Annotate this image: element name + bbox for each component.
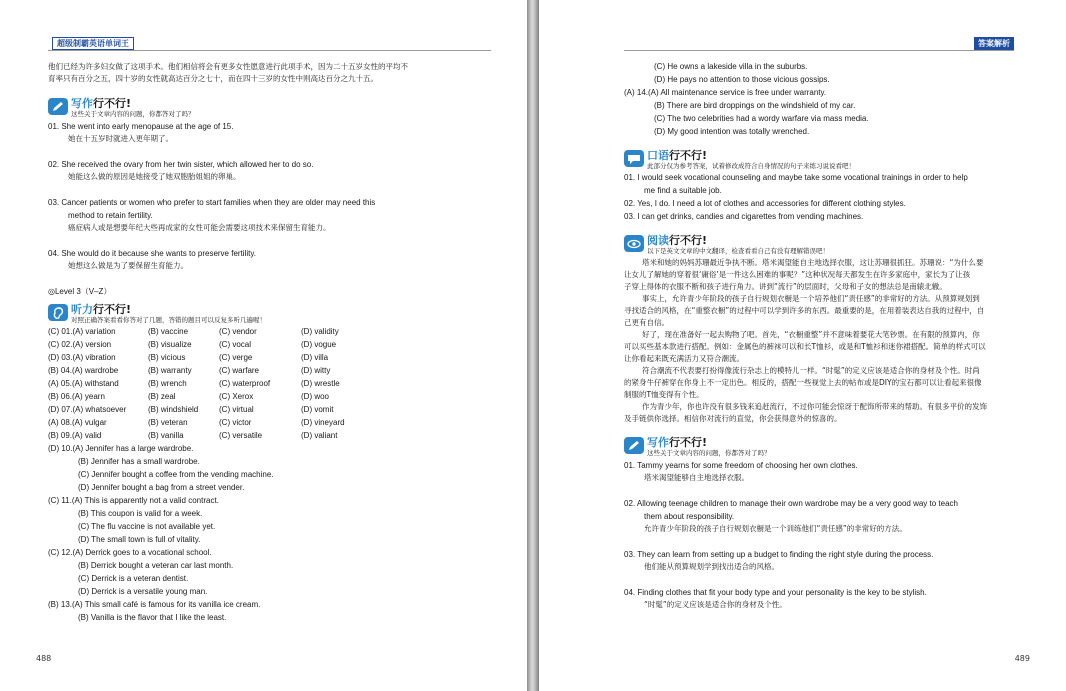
section-title: 行不行 [93,303,126,316]
vocab-cell: (D) woo [301,392,330,401]
reading-line: 己更有自信。 [624,318,669,327]
vocab-cell: (B) windshield [148,405,199,414]
vocab-cell: (D) vomit [301,405,334,414]
section-title-highlight: 写作 [647,436,669,449]
sentence-answer [48,546,488,598]
intro-line: 育率只有百分之五，四十岁的女性就高达百分之七十，而在四十三岁的女性中则高达百分之九十五。 [48,74,378,83]
section-title: 行不行 [669,234,702,247]
speaking-answer: 01. I would seek vocational counseling and maybe take some vocational trainings in order to help [624,173,968,182]
vocab-cell: (B) warranty [148,366,192,375]
answer-en: them about responsibility. [644,512,735,521]
right-content [624,60,1024,611]
answer-en: 04. She would do it because she wants to preserve fertility. [48,249,256,258]
sentence-option: (D) The small town is full of vitality. [78,535,201,544]
vocab-cell: (A) 08.(A) vulgar [48,418,107,427]
section-title-highlight: 写作 [71,97,93,110]
sentence-option: (D) My good intention was totally wrenched. [654,127,810,136]
vocab-cell: (C) 02.(A) version [48,340,112,349]
writing-item [48,158,488,183]
page-number: 488 [36,654,52,663]
vocab-cell: (C) virtual [219,405,254,414]
vocab-cell: (B) wrench [148,379,187,388]
speaking-answer: me find a suitable job. [644,186,722,195]
sentence-option: (C) Derrick is a veteran dentist. [78,574,189,583]
sentence-option: (C) The flu vaccine is not available yet. [78,522,216,531]
reading-line: 让你看起来既充满活力又符合潮流。 [624,354,744,363]
book-gutter [527,0,539,691]
vocab-cell: (C) vocal [219,340,252,349]
answer-en: 04. Finding clothes that fit your body type and your personality is the key to be stylish. [624,588,927,597]
sentence-option: (B) Derrick bought a veteran car last month. [78,561,234,570]
vocab-cell: (C) Xerox [219,392,254,401]
reading-line: 让女儿了解她的穿着很‘庸俗’是一件这么困难的事呢？”这种状况每天都发生在许多家庭中，家长为了让孩 [624,270,971,279]
section-title: 行不行 [93,97,126,110]
reading-paragraph [624,293,1024,329]
vocab-cell: (C) 01.(A) variation [48,327,116,336]
section-title: 行不行 [669,149,702,162]
vocab-answer-table [48,325,401,442]
answer-cn: 允许青少年阶段的孩子自行规划衣橱是一个训练他们“责任感”的非常好的方法。 [644,524,907,533]
vocab-cell: (D) valiant [301,431,338,440]
writing-item [624,586,1024,611]
vocab-cell: (D) 03.(A) vibration [48,353,116,362]
speaking-answer: 02. Yes, I do. I need a lot of clothes and accessories for different clothing styles. [624,199,906,208]
speech-bubble-icon [624,150,644,167]
vocab-cell: (B) 06.(A) yearn [48,392,105,401]
intro-line: 他们已经为许多妇女做了这项手术。他们相信将会有更多女性愿意进行此项手术，因为二十五岁女性的平均不 [48,62,408,71]
section-subtitle: 这些关于文章内容的问题，你都答对了吗？ [71,110,195,118]
vocab-cell: (B) vicious [148,353,186,362]
speaking-answer: 03. I can get drinks, candies and cigarettes from vending machines. [624,212,864,221]
vocab-cell: (D) vineyard [301,418,345,427]
sentence-option: (C) He owns a lakeside villa in the suburbs. [654,62,808,71]
vocab-cell: (A) 05.(A) withstand [48,379,119,388]
writing-section-header: 写作行不行! 这些关于文章内容的问题，你都答对了吗？ [48,98,488,118]
vocab-cell: (C) verge [219,353,253,362]
answer-cn: 她想这么做是为了要保留生育能力。 [68,261,188,270]
writing-section-header: 写作行不行! 这些关于文章内容的问题，你都答对了吗？ [624,437,1024,457]
reading-line: 的紧身牛仔裤穿在你身上不一定出色。相反的，搭配一些视觉上去的帖布或是DIY的宝石都可以让看起来很像 [624,378,982,387]
vocab-cell: (D) wrestle [301,379,340,388]
section-subtitle: 对照正确答案看看你答对了几题，答错的题目可以反复多听几遍喔！ [71,316,266,324]
section-title-highlight: 口语 [647,149,669,162]
answer-cn: 她在十五岁时就进入更年期了。 [68,134,173,143]
sentence-option: (B) Vanilla is the flavor that I like the least. [78,613,227,622]
vocab-cell: (D) vogue [301,340,337,349]
sentence-head: (C) 11.(A) This is apparently not a valid contract. [48,496,219,505]
vocab-cell: (B) vanilla [148,431,184,440]
sentence-option: (C) Jennifer bought a coffee from the vending machine. [78,470,274,479]
section-title: 行不行 [669,436,702,449]
reading-paragraph [624,365,1024,401]
vocab-cell: (D) witty [301,366,331,375]
writing-item [48,247,488,272]
answer-cn: 塔米渴望能够自主地选择衣服。 [644,473,749,482]
answer-en: 03. Cancer patients or women who prefer to start families when they are older may need this [48,198,376,207]
answer-cn: 她能这么做的原因是她接受了她双胞胎姐姐的卵巢。 [68,172,241,181]
section-subtitle: 这些关于文章内容的问题，你都答对了吗？ [647,449,771,457]
header-rule [624,50,1014,51]
reading-section-header: 阅读行不行! 以下是英文文章的中文翻译，检查看看自己有没有理解错误吧！ [624,235,1024,255]
reading-line: 寻找适合的风格，在“重整衣橱”的过程中可以学到许多的东西。最重要的是，在用着装表达自我的过程中，自 [624,306,985,315]
vocab-cell: (C) versatile [219,431,263,440]
reading-line: 及手链供你选择。相信你对流行的直觉，你会获得意外的惊喜的。 [624,414,842,423]
sentence-option: (B) Jennifer has a small wardrobe. [78,457,200,466]
level-label: ◎Level 3（V–Z） [48,287,112,296]
sentence-answer [48,598,488,624]
vocab-cell: (D) villa [301,353,329,362]
sentence-head: (D) 10.(A) Jennifer has a large wardrobe. [48,444,194,453]
speaking-section-header: 口语行不行! 此部分仅为参考答案，试着修改成符合自身情况的句子来练习说说看吧！ [624,150,1024,170]
section-subtitle: 此部分仅为参考答案，试着修改成符合自身情况的句子来练习说说看吧！ [647,162,855,170]
section-title-highlight: 阅读 [647,234,669,247]
answer-cn: 癌症病人或是想要年纪大些再成家的女性可能会需要这项技术来保留生育能力。 [68,223,331,232]
sentence-option: (D) He pays no attention to those vicious gossips. [654,75,830,84]
vocab-cell: (B) visualize [148,340,192,349]
reading-paragraph [624,257,1024,293]
reading-line: 好了，现在准备好一起去购物了吧。首先，“衣橱重整”并不意味着要花大笔钞票。在有限的预算内，你 [642,330,980,339]
header-tag: 超级制霸英语单词王 [52,37,134,50]
sentence-answer [48,494,488,546]
sentence-option: (D) Derrick is a versatile young man. [78,587,208,596]
vocab-cell: (D) validity [301,327,339,336]
section-subtitle: 以下是英文文章的中文翻译，检查看看自己有没有理解错误吧！ [647,247,829,255]
reading-paragraph [624,329,1024,365]
reading-line: 事实上，允许青少年阶段的孩子自行规划衣橱是一个培养他们“责任感”的非常好的方法。从预算规划到 [642,294,980,303]
reading-line: 作为青少年，你也许没有很多钱来追赶流行，不过你可能会惊讶于配饰所带来的帮助。有很多平价的发饰 [642,402,987,411]
writing-item [48,196,488,234]
sentence-option: (B) This coupon is valid for a week. [78,509,203,518]
reading-line: 符合潮流不代表要打扮得像流行杂志上的模特儿一样。“时髦”的定义应该是适合你的身材及个性。时尚 [642,366,980,375]
writing-item [624,497,1024,535]
vocab-cell: (C) vendor [219,327,257,336]
answer-en: 02. She received the ovary from her twin sister, which allowed her to do so. [48,160,314,169]
answer-en: 01. She went into early menopause at the age of 15. [48,122,234,131]
listening-section-header: 听力行不行! 对照正确答案看看你答对了几题，答错的题目可以反复多听几遍喔！ [48,304,488,324]
sentence-head: (A) 14.(A) All maintenance service is free under warranty. [624,88,827,97]
sentence-option: (C) The two celebrities had a wordy warfare via mass media. [654,114,869,123]
pencil-icon [48,98,68,115]
header-tag: 答案解析 [974,37,1014,50]
sentence-option: (D) Jennifer bought a bag from a street vender. [78,483,245,492]
sentence-head: (C) 12.(A) Derrick goes to a vocational school. [48,548,212,557]
left-content [48,61,488,624]
answer-cn: 他们能从预算规划学到找出适合的风格。 [644,562,779,571]
vocab-cell: (C) warfare [219,366,260,375]
sentence-answer [48,442,488,494]
answer-en: 02. Allowing teenage children to manage their own wardrobe may be a very good way to teach [624,499,958,508]
reading-line: 塔米和她的妈妈苏珊最近争执不断。塔米渴望能自主地选择衣服，这让苏珊很抓狂。苏珊说：“为什么要 [642,258,984,267]
reading-line: 可以买些基本款进行搭配。例如：金属色的裤袜可以和长T恤衫，或是和T恤衫和迷你裙搭配。简单的样式可以 [624,342,986,351]
writing-item [624,459,1024,484]
answer-en: method to retain fertility. [68,211,153,220]
reading-paragraph [624,401,1024,425]
header-rule [48,50,491,51]
vocab-cell: (B) 04.(A) wardrobe [48,366,119,375]
vocab-cell: (C) victor [219,418,252,427]
page-number: 489 [1014,654,1030,663]
eye-icon [624,235,644,252]
reading-line: 子穿上得体的衣服不断和孩子进行角力。讲到“流行”的层面时，父母和子女的想法总是南辕北辙。 [624,282,947,291]
vocab-cell: (D) 07.(A) whatsoever [48,405,127,414]
writing-item [48,120,488,145]
vocab-cell: (B) veteran [148,418,188,427]
left-page [0,0,527,691]
answer-en: 01. Tammy yearns for some freedom of choosing her own clothes. [624,461,858,470]
ear-icon [48,304,68,321]
vocab-cell: (B) vaccine [148,327,189,336]
vocab-cell: (C) waterproof [219,379,271,388]
vocab-cell: (B) 09.(A) valid [48,431,102,440]
pencil-icon [624,437,644,454]
sentence-option: (B) There are bird droppings on the windshield of my car. [654,101,856,110]
answer-en: 03. They can learn from setting up a budget to finding the right style during the process. [624,550,934,559]
reading-line: 制服的T恤变得有个性。 [624,390,704,399]
writing-item [624,548,1024,573]
vocab-cell: (B) zeal [148,392,176,401]
sentence-head: (B) 13.(A) This small café is famous for its vanilla ice cream. [48,600,261,609]
section-title-highlight: 听力 [71,303,93,316]
answer-cn: “时髦”的定义应该是适合你的身材及个性。 [644,600,787,609]
right-page [539,0,1066,691]
